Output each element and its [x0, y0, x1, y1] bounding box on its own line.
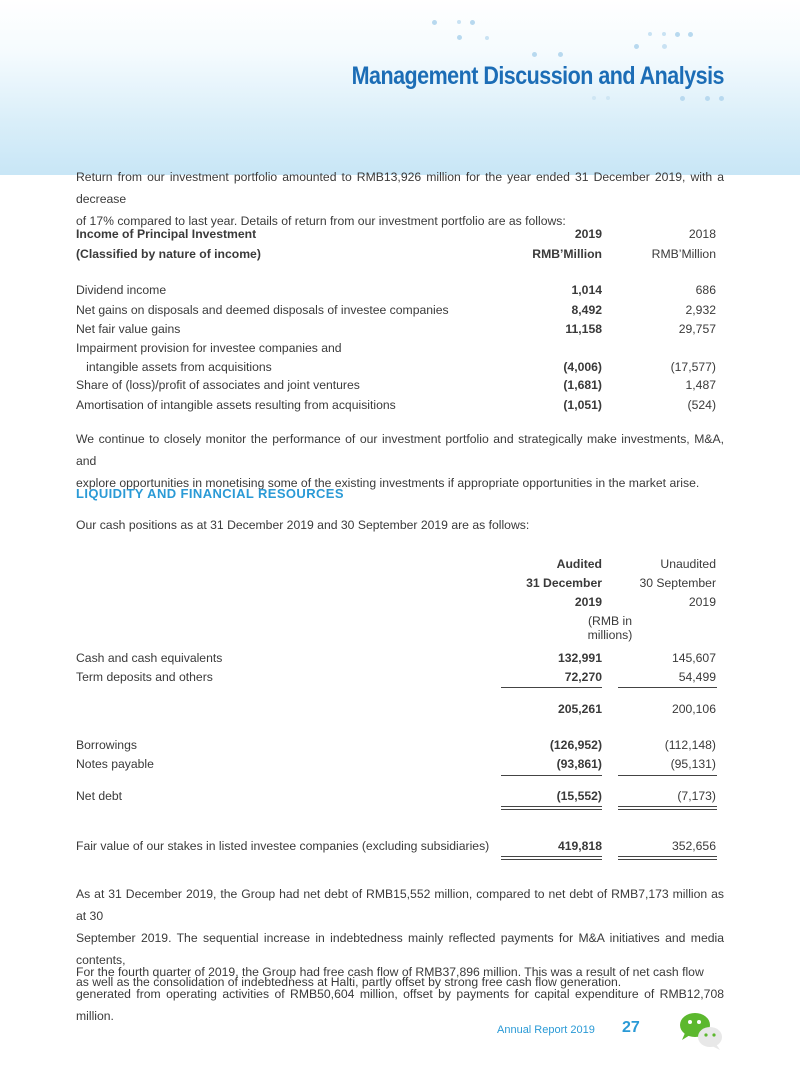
- decor-dot: [592, 96, 596, 100]
- col2-header-line: 2019: [688, 595, 716, 609]
- table-row: [76, 738, 724, 758]
- row-label: Net fair value gains: [76, 322, 181, 336]
- table-subheader-label: (Classified by nature of income): [76, 247, 261, 261]
- total-rule: [618, 856, 717, 857]
- table-row: [76, 283, 724, 303]
- paragraph-line: For the fourth quarter of 2019, the Group had free cash flow of RMB37,896 million. This was a result of net cash flow: [76, 965, 704, 979]
- section-heading: LIQUIDITY AND FINANCIAL RESOURCES: [76, 486, 344, 501]
- row-label: Net debt: [76, 789, 123, 803]
- row-value-2018: (524): [687, 398, 716, 412]
- row-label: Dividend income: [76, 283, 167, 297]
- investment-table-subheader: [76, 247, 724, 267]
- row-value-dec: (126,952): [549, 738, 602, 752]
- paragraph-line: explore opportunities in monetising some of the existing investments if appropriate opportunities in the market arise.: [76, 476, 700, 490]
- col2-header-line: Unaudited: [660, 557, 716, 571]
- row-label: Term deposits and others: [76, 670, 213, 684]
- row-label: Amortisation of intangible assets resulting from acquisitions: [76, 398, 396, 412]
- total-rule: [618, 809, 717, 810]
- row-value-sep: (7,173): [677, 789, 716, 803]
- row-value-2018: 2,932: [685, 303, 716, 317]
- total-rule: [501, 809, 602, 810]
- decor-dot: [457, 20, 461, 24]
- row-value-sep: (95,131): [670, 757, 716, 771]
- liquidity-header-row: [76, 595, 724, 615]
- liquidity-intro: Our cash positions as at 31 December 2019 and 30 September 2019 are as follows:: [76, 518, 530, 532]
- decor-dot: [432, 20, 437, 25]
- row-value-dec: (93,861): [556, 757, 602, 771]
- decor-dot: [675, 32, 680, 37]
- row-value-2018: 1,487: [685, 378, 716, 392]
- row-value-sep: 54,499: [678, 670, 716, 684]
- decor-dot: [662, 44, 667, 49]
- row-value-2019: (1,681): [563, 378, 602, 392]
- paragraph-line: as well as the consolidation of indebtedness at Halti, partly offset by strong free cash flow generation.: [76, 975, 622, 989]
- table-subheader-col2: RMB’Million: [651, 247, 716, 261]
- wechat-logo-icon: [676, 1010, 726, 1052]
- investment-table-header: [76, 227, 724, 247]
- table-row: [76, 378, 724, 398]
- row-value-2018: 29,757: [678, 322, 716, 336]
- table-row: [76, 303, 724, 323]
- decor-dot: [705, 96, 710, 101]
- paragraph-line: We continue to closely monitor the performance of our investment portfolio and strategically make investments, M&A, and: [76, 432, 724, 468]
- decor-dot: [648, 32, 652, 36]
- decor-dot: [634, 44, 639, 49]
- row-label: Net gains on disposals and deemed disposals of investee companies: [76, 303, 449, 317]
- decor-dot: [485, 36, 489, 40]
- row-value-sep: 145,607: [671, 651, 716, 665]
- intro-line: of 17% compared to last year. Details of return from our investment portfolio are as follows:: [76, 214, 566, 228]
- row-value-dec: 132,991: [557, 651, 602, 665]
- table-header-label: Income of Principal Investment: [76, 227, 257, 241]
- paragraph-line: September 2019. The sequential increase in indebtedness mainly reflected payments for M&A initiatives and media contents,: [76, 931, 724, 967]
- row-value-2019: 1,014: [571, 283, 602, 297]
- row-value-sep: (112,148): [664, 738, 716, 752]
- footer-report-label: Annual Report 2019: [497, 1024, 595, 1036]
- table-row: [76, 651, 724, 671]
- decor-dot: [470, 20, 475, 25]
- decor-dot: [606, 96, 610, 100]
- decor-dot: [680, 96, 685, 101]
- table-row: [76, 702, 724, 722]
- monitoring-paragraph: [76, 428, 724, 494]
- table-header-col2: 2018: [688, 227, 716, 241]
- decor-dot: [662, 32, 666, 36]
- row-label: intangible assets from acquisitions: [76, 360, 272, 374]
- row-label: Share of (loss)/profit of associates and joint ventures: [76, 378, 360, 392]
- row-label: Impairment provision for investee companies and: [76, 341, 342, 355]
- row-label: Fair value of our stakes in listed investee companies (excluding subsidiaries): [76, 839, 490, 853]
- paragraph-line: As at 31 December 2019, the Group had net debt of RMB15,552 million, compared to net debt of RMB7,173 million as at 30: [76, 887, 724, 923]
- subtotal-rule: [618, 687, 717, 688]
- row-value-2018: (17,577): [670, 360, 716, 374]
- cash-flow-paragraph: [76, 961, 724, 1027]
- intro-line: Return from our investment portfolio amounted to RMB13,926 million for the year ended 31 December 2019, with a decrease: [76, 170, 724, 206]
- subtotal-rule: [501, 775, 602, 776]
- page-number: 27: [622, 1019, 640, 1036]
- table-row: [76, 322, 724, 342]
- table-row: [76, 360, 724, 380]
- row-value-2019: 8,492: [571, 303, 602, 317]
- row-value-2019: (4,006): [563, 360, 602, 374]
- row-value-2018: 686: [695, 283, 716, 297]
- table-row: [76, 757, 724, 777]
- unit-label: (RMB in millions): [587, 614, 633, 642]
- row-label: Cash and cash equivalents: [76, 651, 223, 665]
- row-label: Notes payable: [76, 757, 154, 771]
- decor-dot: [558, 52, 563, 57]
- intro-paragraph: [76, 166, 724, 232]
- decor-dot: [688, 32, 693, 37]
- paragraph-line: generated from operating activities of RMB50,604 million, offset by payments for capital expenditure of RMB12,708 million.: [76, 987, 724, 1023]
- decor-dot: [457, 35, 462, 40]
- col2-header-line: 30 September: [639, 576, 716, 590]
- decor-dot: [719, 96, 724, 101]
- subtotal-rule: [618, 775, 717, 776]
- liquidity-header-row: [76, 557, 724, 577]
- row-label: Borrowings: [76, 738, 137, 752]
- subtotal-rule: [501, 687, 602, 688]
- col1-header-line: 31 December: [526, 576, 602, 590]
- row-value-2019: 11,158: [565, 322, 602, 336]
- total-rule: [618, 806, 717, 807]
- table-header-col1: 2019: [574, 227, 602, 241]
- table-subheader-col1: RMB’Million: [532, 247, 602, 261]
- row-value-2019: (1,051): [563, 398, 602, 412]
- row-value-sep: 200,106: [671, 702, 716, 716]
- total-rule: [501, 856, 602, 857]
- table-row: [76, 398, 724, 418]
- page-title: Management Discussion and Analysis: [351, 62, 724, 90]
- total-rule: [501, 806, 602, 807]
- total-rule: [501, 859, 602, 860]
- row-value-sep: 352,656: [671, 839, 716, 853]
- table-row: [76, 341, 724, 361]
- row-value-dec: (15,552): [556, 789, 602, 803]
- liquidity-header-row: [76, 576, 724, 596]
- total-rule: [618, 859, 717, 860]
- decor-dot: [532, 52, 537, 57]
- col1-header-line: 2019: [574, 595, 602, 609]
- col1-header-line: Audited: [556, 557, 602, 571]
- row-value-dec: 72,270: [564, 670, 602, 684]
- row-value-dec: 419,818: [557, 839, 602, 853]
- row-value-dec: 205,261: [557, 702, 602, 716]
